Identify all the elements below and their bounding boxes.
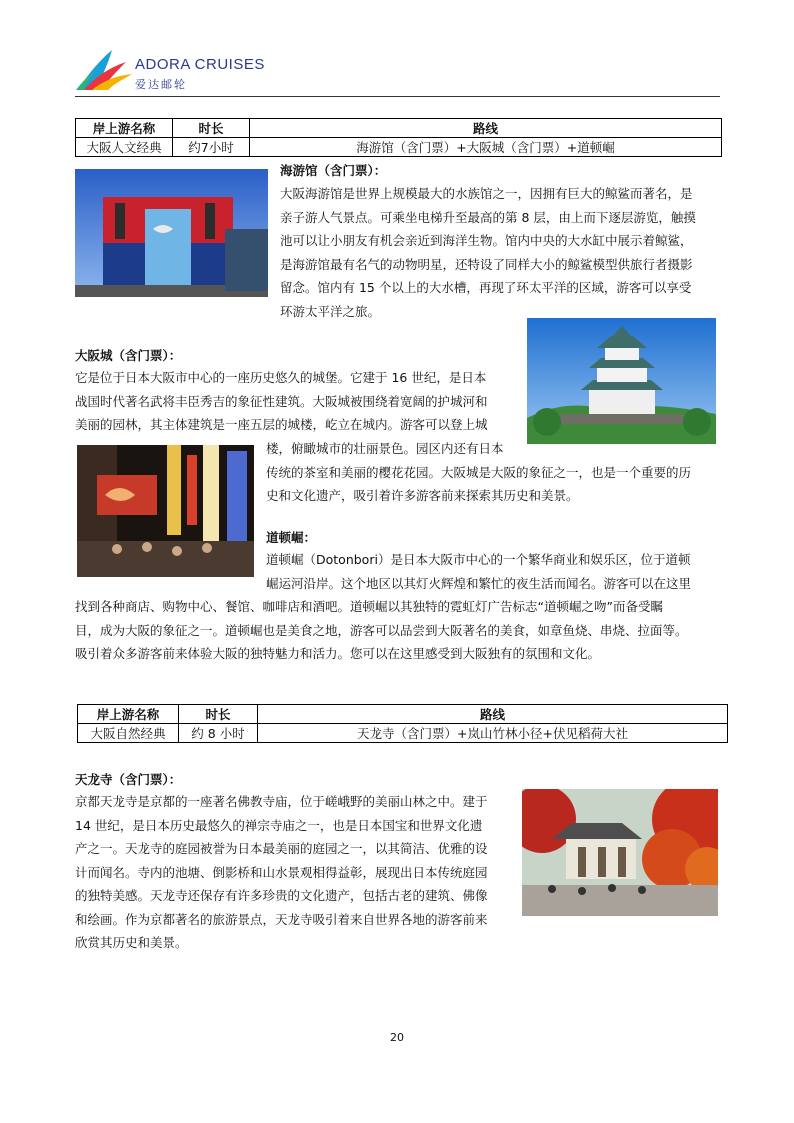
tour-name: 大阪自然经典 [78, 724, 179, 743]
aquarium-photo [75, 169, 268, 297]
dotonbori-line: 吸引着众多游客前来体验大阪的独特魅力和活力。您可以在这里感受到大阪独有的氛围和文化。 [75, 646, 601, 661]
tenryuji-line: 的独特美感。天龙寺还保存有许多珍贵的文化遗产，包括古老的建筑、佛像 [75, 888, 488, 903]
tour-table-1 [75, 118, 722, 157]
tour-name: 大阪人文经典 [76, 138, 173, 157]
tour-duration: 约7小时 [173, 138, 250, 157]
tenryuji-line: 欣赏其历史和美景。 [75, 935, 188, 950]
header-route: 路线 [250, 119, 722, 138]
brand-name-cn: 爱达邮轮 [135, 78, 187, 91]
brand-name: ADORA CRUISES [135, 56, 265, 73]
castle-line: 美丽的园林，其主体建筑是一座五层的城楼，屹立在城内。游客可以登上城 [75, 417, 488, 432]
dotonbori-photo [77, 445, 254, 577]
aquarium-line: 池可以让小朋友有机会亲近到海洋生物。馆内中央的大水缸中展示着鲸鲨， [280, 233, 693, 248]
tour-table-2 [77, 704, 728, 743]
castle-line: 传统的茶室和美丽的樱花花园。大阪城是大阪的象征之一，也是一个重要的历 [266, 464, 692, 480]
header-duration: 时长 [179, 705, 258, 724]
aquarium-text [280, 182, 725, 323]
header-tour-name: 岸上游名称 [78, 705, 179, 724]
tenryuji-line: 和绘画。作为京都著名的旅游景点，天龙寺吸引着来自世界各地的游客前来 [75, 911, 488, 927]
tenryuji-photo [522, 789, 718, 916]
header-route: 路线 [258, 705, 728, 724]
header-divider [75, 96, 720, 97]
header-tour-name: 岸上游名称 [76, 119, 173, 138]
aquarium-line: 环游太平洋之旅。 [280, 303, 381, 319]
aquarium-line: 大阪海游馆是世界上规模最大的水族馆之一，因拥有巨大的鲸鲨而著名，是 [280, 186, 693, 201]
dotonbori-line: 目，成为大阪的象征之一。道顿崛也是美食之地，游客可以品尝到大阪著名的美食，如章鱼烧、串烧、拉面等。 [75, 622, 688, 638]
dotonbori-title: 道顿崛： [266, 530, 317, 545]
header-duration: 时长 [173, 119, 250, 138]
tenryuji-text [75, 790, 520, 955]
dotonbori-line: 道顿崛（Dotonbori）是日本大阪市中心的一个繁华商业和娱乐区，位于道顿 [266, 552, 691, 567]
dotonbori-text [266, 548, 726, 595]
tenryuji-line: 14 世纪，是日本历史最悠久的禅宗寺庙之一，也是日本国宝和世界文化遗 [75, 817, 483, 833]
castle-text-continued [266, 437, 726, 508]
castle-line: 楼，俯瞰城市的壮丽景色。园区内还有日本 [266, 441, 504, 456]
adora-logo-icon [74, 46, 134, 94]
castle-line: 它是位于日本大阪市中心的一座历史悠久的城堡。它建于 16 世纪，是日本 [75, 370, 487, 385]
castle-line: 战国时代著名武将丰臣秀吉的象征性建筑。大阪城被围绕着宽阔的护城河和 [75, 393, 488, 409]
dotonbori-line: 崛运河沿岸。这个地区以其灯火辉煌和繁忙的夜生活而闻名。游客可以在这里 [266, 575, 692, 591]
tenryuji-line: 京都天龙寺是京都的一座著名佛教寺庙，位于嵯峨野的美丽山林之中。建于 [75, 794, 488, 809]
aquarium-line: 是海游馆最有名气的动物明星，还特设了同样大小的鲸鲨模型供旅行者摄影 [280, 256, 693, 272]
castle-line: 史和文化遗产，吸引着许多游客前来探索其历史和美景。 [266, 488, 579, 503]
tenryuji-title: 天龙寺（含门票）： [75, 772, 182, 787]
dotonbori-text-full [75, 595, 735, 666]
castle-text [75, 366, 520, 437]
dotonbori-line: 找到各种商店、购物中心、餐馆、咖啡店和酒吧。道顿崛以其独特的霓虹灯广告标志“道顿崛之吻”而备受瞩 [75, 599, 663, 614]
castle-title: 大阪城（含门票）： [75, 348, 182, 363]
tour-route: 天龙寺（含门票）+岚山竹林小径+伏见稻荷大社 [258, 724, 728, 743]
tenryuji-line: 计而闻名。寺内的池塘、倒影桥和山水景观相得益彰，展现出日本传统庭园 [75, 864, 488, 880]
aquarium-line: 留念。馆内有 15 个以上的大水槽，再现了环太平洋的区域，游客可以享受 [280, 280, 692, 295]
aquarium-title: 海游馆（含门票）： [280, 163, 387, 178]
tour-route: 海游馆（含门票）+大阪城（含门票）+道顿崛 [250, 138, 722, 157]
tour-duration: 约 8 小时 [179, 724, 258, 743]
page-number: 20 [390, 1031, 404, 1044]
tenryuji-line: 产之一。天龙寺的庭园被誉为日本最美丽的庭园之一，以其简洁、优雅的设 [75, 841, 488, 856]
aquarium-line: 亲子游人气景点。可乘坐电梯升至最高的第 8 层，由上而下逐层游览，触摸 [280, 209, 696, 225]
osaka-castle-photo [527, 318, 716, 444]
